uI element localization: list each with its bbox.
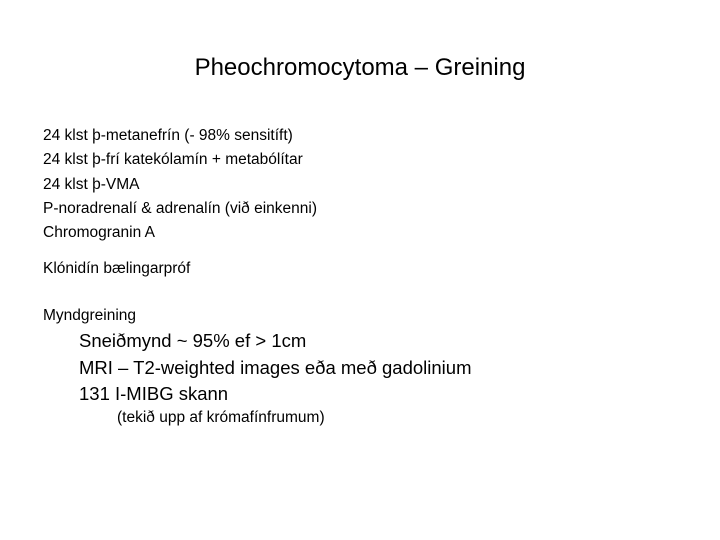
test-item: Chromogranin A (43, 224, 156, 241)
test-item: 24 klst þ-frí katekólamín + metabólítar (43, 151, 303, 168)
slide-title: Pheochromocytoma – Greining (194, 54, 526, 81)
imaging-note: (tekið upp af krómafínfrumum) (117, 409, 325, 426)
imaging-item: MRI – T2-weighted images eða með gadolinium (79, 357, 472, 378)
test-item: P-noradrenalí & adrenalín (við einkenni) (43, 200, 317, 217)
imaging-item: 131 I-MIBG skann (79, 383, 229, 404)
test-item: 24 klst þ-VMA (43, 176, 140, 193)
clonidine-test: Klónidín bælingarpróf (43, 260, 191, 277)
imaging-item: Sneiðmynd ~ 95% ef > 1cm (79, 330, 307, 351)
imaging-heading: Myndgreining (43, 307, 137, 324)
test-item: 24 klst þ-metanefrín (- 98% sensitíft) (43, 127, 293, 144)
